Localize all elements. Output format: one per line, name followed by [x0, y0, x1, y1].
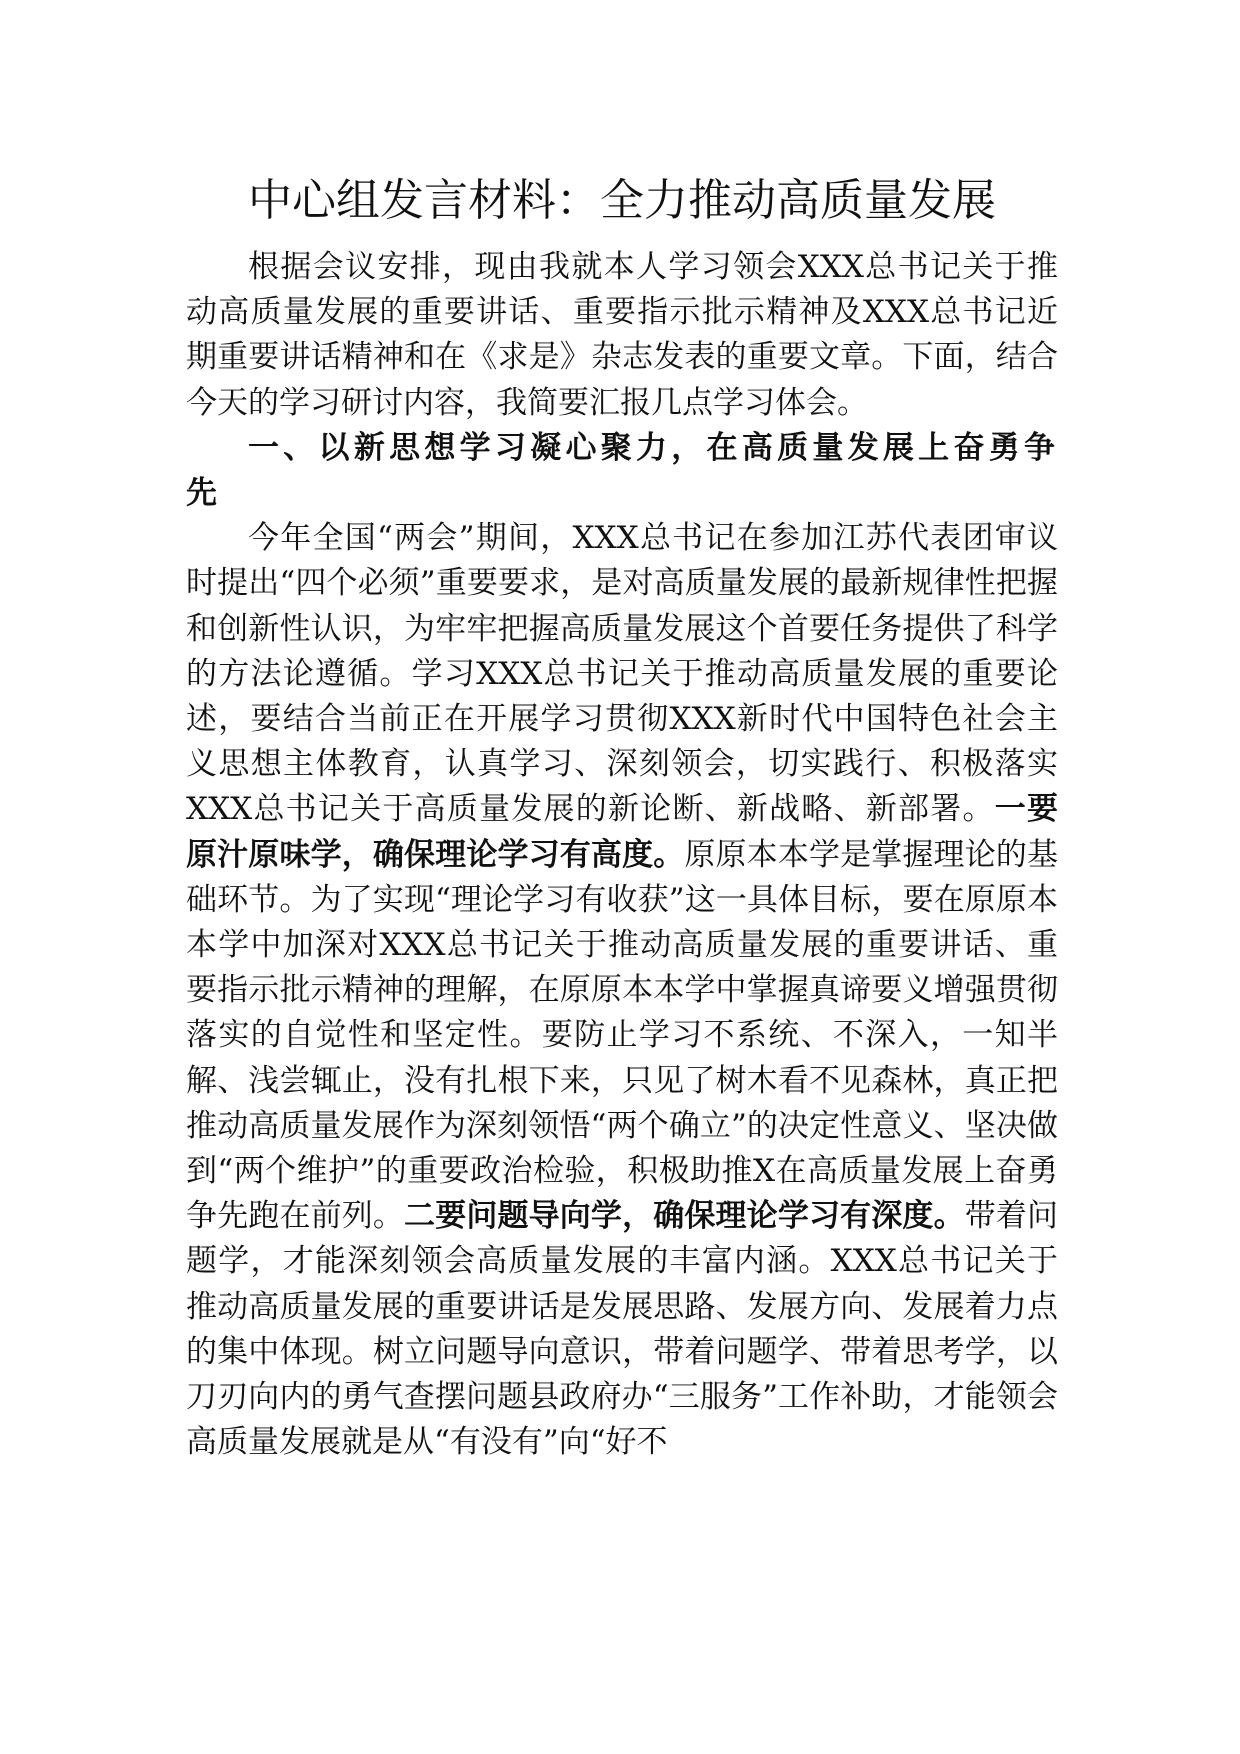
body-paragraph [186, 516, 1058, 1465]
point-one-text: 原原本本学是掌握理论的基础环节。为了实现“理论学习有收获”这一具体目标，要在原原本本学中加深对XXX总书记关于推动高质量发展的重要讲话、重要指示批示精神的理解，在原原本本学中掌握真谛要义增强贯彻落实的自觉性和坚定性。要防止学习不系统、不深入，一知半解、浅尝辄止，没有扎根下来，只见了树木看不见森林，真正把推动高质量发展作为深刻领悟“两个确立”的决定性意义、坚决做到“两个维护”的重要政治检验，积极助推X在高质量发展上奋勇争先跑在前列。 [186, 836, 1059, 1235]
document-title: 中心组发言材料：全力推动高质量发展 [248, 175, 996, 226]
point-two-heading: 二要问题导向学，确保理论学习有深度。 [404, 1198, 965, 1235]
intro-paragraph: 根据会议安排，现由我就本人学习领会XXX总书记关于推动高质量发展的重要讲话、重要指示批示精神及XXX总书记近期重要讲话精神和在《求是》杂志发表的重要文章。下面，结合今天的学习研讨内容，我简要汇报几点学习体会。 [186, 249, 1058, 421]
point-one-heading: 一要原汁原味学，确保理论学习有高度。 [186, 791, 1058, 873]
section-heading: 一、以新思想学习凝心聚力，在高质量发展上奋勇争先 [186, 429, 1058, 512]
document-page [186, 165, 1058, 1465]
point-two-text: 带着问题学，才能深刻领会高质量发展的丰富内涵。XXX总书记关于推动高质量发展的重要讲话是发展思路、发展方向、发展着力点的集中体现。树立问题导向意识，带着问题学、带着思考学，以刀刃向内的勇气查摆问题县政府办“三服务”工作补助，才能领会高质量发展就是从“有没有”向“好不 [186, 1198, 1059, 1461]
body-text: 今年全国“两会”期间，XXX总书记在参加江苏代表团审议时提出“四个必须”重要要求，是对高质量发展的最新规律性把握和创新性认识，为牢牢把握高质量发展这个首要任务提供了科学的方法论遵循。学习XXX总书记关于推动高质量发展的重要论述，要结合当前正在开展学习贯彻XXX新时代中国特色社会主义思想主体教育，认真学习、深刻领会，切实践行、积极落实XXX总书记关于高质量发展的新论断、新战略、新部署。 [186, 520, 1058, 828]
